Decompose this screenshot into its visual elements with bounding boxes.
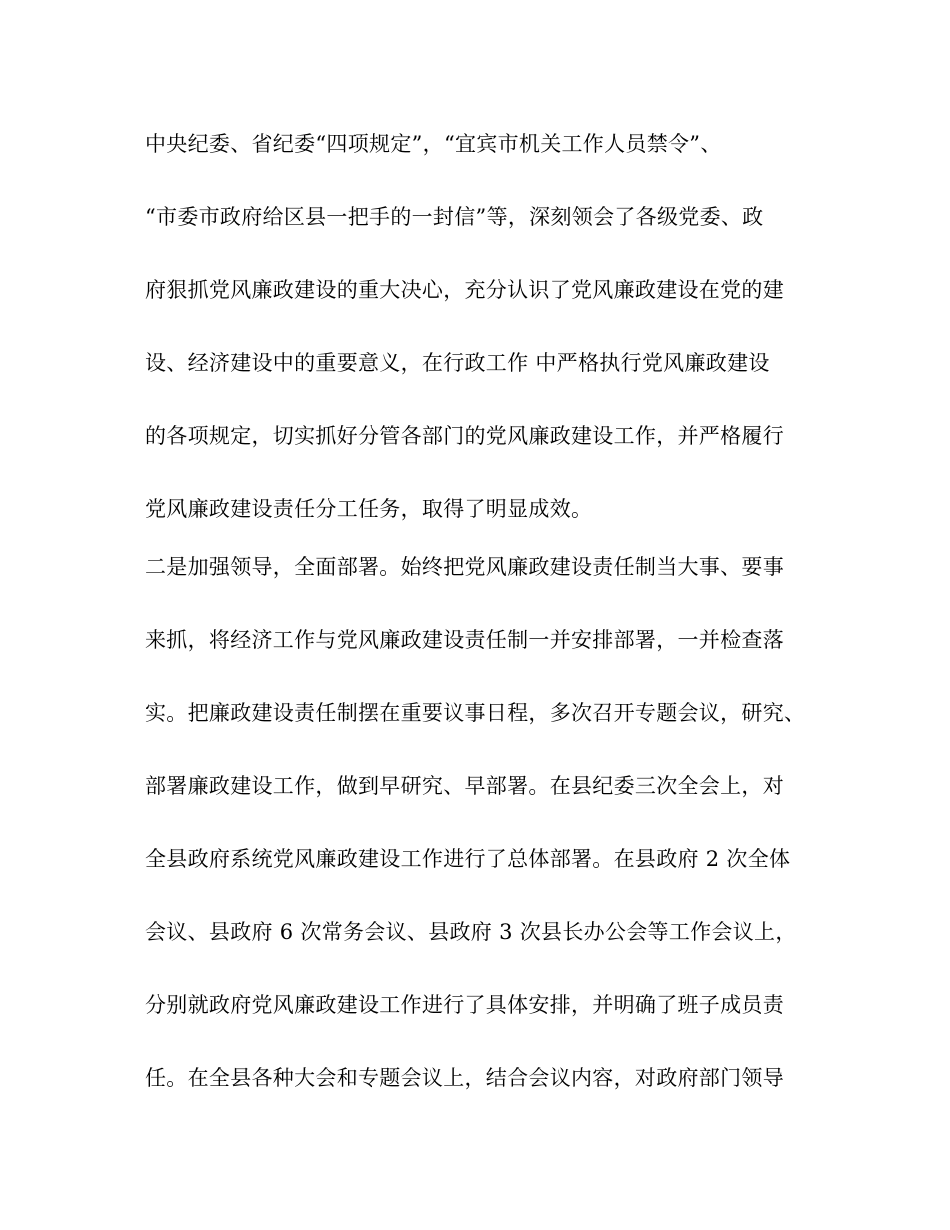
paragraph-line: 实。把廉政建设责任制摆在重要议事日程，多次召开专题会议，研究、 [145, 701, 806, 725]
paragraph-line: 设、经济建设中的重要意义，在行政工作 中严格执行党风廉政建设 [145, 351, 770, 375]
paragraph-line: 任。在全县各种大会和专题会议上，结合会议内容，对政府部门领导 [145, 1066, 784, 1090]
paragraph-line: 全县政府系统党风廉政建设工作进行了总体部署。在县政府 2 次全体 [145, 847, 791, 871]
paragraph-line: 部署廉政建设工作，做到早研究、早部署。在县纪委三次全会上，对 [145, 774, 784, 798]
paragraph-line: 的各项规定，切实抓好分管各部门的党风廉政建设工作，并严格履行 [145, 424, 784, 448]
paragraph-line: “市委市政府给区县一把手的一封信”等，深刻领会了各级党委、政 [145, 205, 764, 229]
paragraph-line: 党风廉政建设责任分工任务，取得了明显成效。 [145, 497, 593, 521]
paragraph-line: 二是加强领导，全面部署。始终把党风廉政建设责任制当大事、要事 [145, 555, 784, 579]
paragraph-line: 府狠抓党风廉政建设的重大决心，充分认识了党风廉政建设在党的建 [145, 278, 784, 302]
paragraph-line: 分别就政府党风廉政建设工作进行了具体安排，并明确了班子成员责 [145, 993, 784, 1017]
paragraph-line: 中央纪委、省纪委“四项规定”，“宜宾市机关工作人员禁令”、 [145, 132, 722, 156]
paragraph-line: 会议、县政府 6 次常务会议、县政府 3 次县长办公会等工作会议上， [145, 920, 797, 944]
paragraph-line: 来抓，将经济工作与党风廉政建设责任制一并安排部署，一并检查落 [145, 628, 784, 652]
